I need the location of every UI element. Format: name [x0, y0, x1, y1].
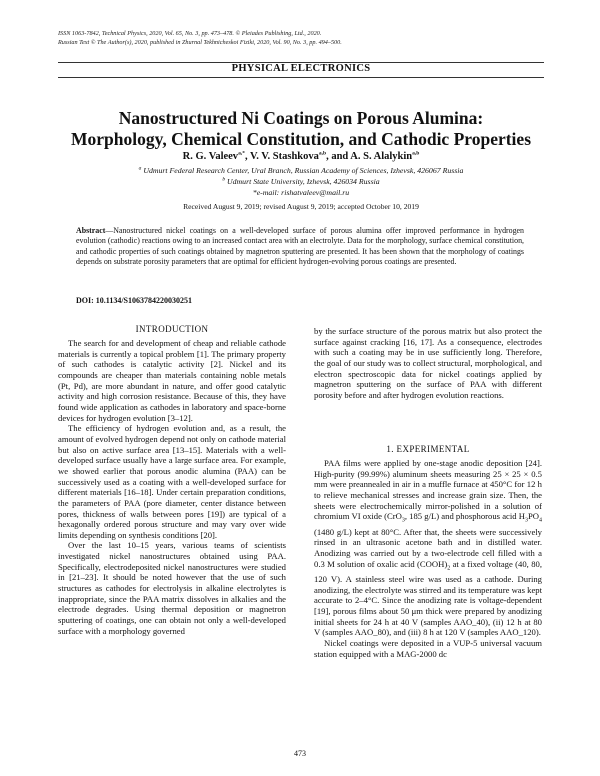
affiliation-b-mark: b	[222, 176, 226, 183]
introduction-heading: INTRODUCTION	[135, 324, 209, 334]
abstract-text: —Nanostructured nickel coatings on a well-developed surface of porous alumina offer improved performance in hydrogen evolution (cathodic) reactions owing to an increased contact area with an electrolyte. Data for the morphology, surface chemical constitution, and cathodic properties of such coatings obtained by magnetron sputtering are presented. It has been shown that the morphology of coatings depends on substrate porosity parameters that are optimal for efficient hydrogen-evolving porous coatings are presented.	[76, 226, 524, 267]
exp-sub-2: 3	[524, 518, 528, 524]
exp-text-5: at a fixed voltage (40, 80, 120 V). A stainless steel wire was used as a cathode. During anodizing, the electrolyte was stirred and its temperature was kept accurate to 2–4°C. Since the anodizing rate is voltage-dependent [19], porous films about 50 μm thick were prepared by anodizing initial sheets for 24 h at 40 V (samples AAO_40), (ii) 12 h at 80 V (samples AAO_80), and (iii) 8 h at 120 V (samples AAO_120).	[314, 558, 543, 638]
section-heading: PHYSICAL ELECTRONICS	[231, 63, 371, 74]
abstract-label: Abstract	[76, 226, 106, 235]
affiliation-b-text: Udmurt State University, Izhevsk, 426034 Russia	[225, 177, 380, 186]
journal-header-line-2: Russian Text © The Author(s), 2020, published in Zhurnal Tekhnicheskoi Fiziki, 2020, Vol. 90, No. 3, pp. 494–500.	[58, 39, 342, 46]
exp-text-3: PO	[527, 511, 539, 522]
author-3: , and A. S. Alalykin	[326, 151, 413, 162]
author-1: R. G. Valeev	[182, 151, 239, 162]
intro-paragraph-4: by the surface structure of the porous matrix but also protect the surface against cracking [16, 17]. As a consequence, electrodes with such a coating may be in use sufficiently long. Therefore, the goal of our study was to collect structural, morphological, and electron spectroscopic data for nickel coatings applied by magnetron sputtering on the surface of PAA with different porosity before and after hydrogen evolution reactions.	[314, 326, 542, 400]
journal-header-line-1: ISSN 1063-7842, Technical Physics, 2020, Vol. 65, No. 3, pp. 473–478. © Pleiades Publishing, Ltd., 2020.	[58, 30, 322, 37]
left-column	[58, 338, 286, 636]
author-3-affil: a,b	[412, 150, 420, 157]
affiliation-b	[58, 177, 544, 187]
contact-email[interactable]: *e-mail: rishatvaleev@mail.ru	[252, 188, 350, 197]
experimental-heading: 1. EXPERIMENTAL	[386, 444, 470, 454]
experimental-paragraph-1	[314, 458, 542, 638]
received-dates: Received August 9, 2019; revised August 9, 2019; accepted October 10, 2019	[183, 202, 419, 211]
right-column-top	[314, 326, 542, 401]
intro-paragraph-3: Over the last 10–15 years, various teams of scientists investigated nickel nanostructures obtained using PAA. Specifically, electrodeposited nickel nanostructures were studied in [21–23]. It should be noted however that the use of such structures as cathodes for electrolysis in alkaline electrolytes is inappropriate, since the PAA matrix dissolves in alkalies and the electrode degrades. Using thermal deposition or magnetron sputtering of coatings, one can obtain not only a well-developed surface with a morphology governed	[58, 540, 286, 636]
affiliation-a-text: Udmurt Federal Research Center, Ural Branch, Russian Academy of Sciences, Izhevsk, 426067 Russia	[141, 166, 464, 175]
intro-paragraph-1: The search for and development of cheap and reliable cathode materials is currently a topical problem [1]. The primary property of such cathodes is catalytic activity [2]. Nickel and its compounds are cheaper than materials containing noble metals (Pt, Pd), are more abundant in nature, and offer good catalytic activity and high corrosion resistance. Because of this, they have found wide application as cathodes in laboratory and space-borne devices for hydrogen evolution [3–12].	[58, 338, 286, 423]
paper-title-line-1: Nanostructured Ni Coatings on Porous Alumina:	[118, 108, 484, 128]
right-column-experimental	[314, 458, 542, 659]
author-1-affil: a,*	[238, 150, 245, 157]
affiliation-a	[58, 166, 544, 176]
author-2: , V. V. Stashkova	[244, 151, 319, 162]
section-rule-bottom	[58, 77, 544, 78]
exp-text-1: PAA films were applied by one-stage anodic deposition [24]. High-purity (99.99%) aluminum sheets measuring 25 × 25 × 0.5 mm were preannealed in air in a muffle furnace at 450°C for 12 h to relieve mechanical stresses and increase grain size. Then, the sheets were electrochemically mirror-polished in a solution of chromium VI oxide (CrO	[314, 458, 542, 522]
exp-sub-1: 3	[401, 518, 405, 524]
doi[interactable]: DOI: 10.1134/S1063784220030251	[76, 296, 193, 305]
abstract	[76, 226, 524, 268]
affiliation-a-mark: a	[138, 165, 142, 172]
exp-sub-4: 2	[447, 565, 451, 572]
paper-title-line-2: Morphology, Chemical Constitution, and Cathodic Properties	[70, 129, 532, 149]
exp-sub-3: 4	[539, 518, 542, 524]
experimental-paragraph-2: Nickel coatings were deposited in a VUP-5 universal vacuum station equipped with a MAG-2000 dc	[314, 637, 542, 659]
author-2-affil: a,b	[318, 150, 327, 157]
page-number: 473	[294, 749, 306, 758]
authors	[58, 151, 544, 162]
intro-paragraph-2: The efficiency of hydrogen evolution and, as a result, the amount of evolved hydrogen depend not only on cathode material but also on active surface area [13–15]. Materials with a well-developed surface usually have a large surface area. For example, we showed earlier that porous anodic alumina (PAA) can be successively used as a coating with a well-developed surface for different materials [16–18]. Under certain preparation conditions, the parameters of PAA (pore diameter, center distance between pores, thickness of walls between pores [19]) are typical of a hexagonally ordered porous structure and may vary over wide limits depending on synthesis conditions [20].	[58, 423, 286, 540]
paper-title	[58, 108, 544, 150]
exp-text-4: (1480 g/L) kept at 80°C. After that, the sheets were successively rinsed in an ultrasonic acetone bath and in distilled water. Anodizing was carried out by a two-electrode cell filled with a 0.3 M solution of oxalic acid (COOH)	[314, 526, 542, 569]
exp-text-2: , 185 g/L) and phosphorous acid H	[404, 511, 525, 522]
